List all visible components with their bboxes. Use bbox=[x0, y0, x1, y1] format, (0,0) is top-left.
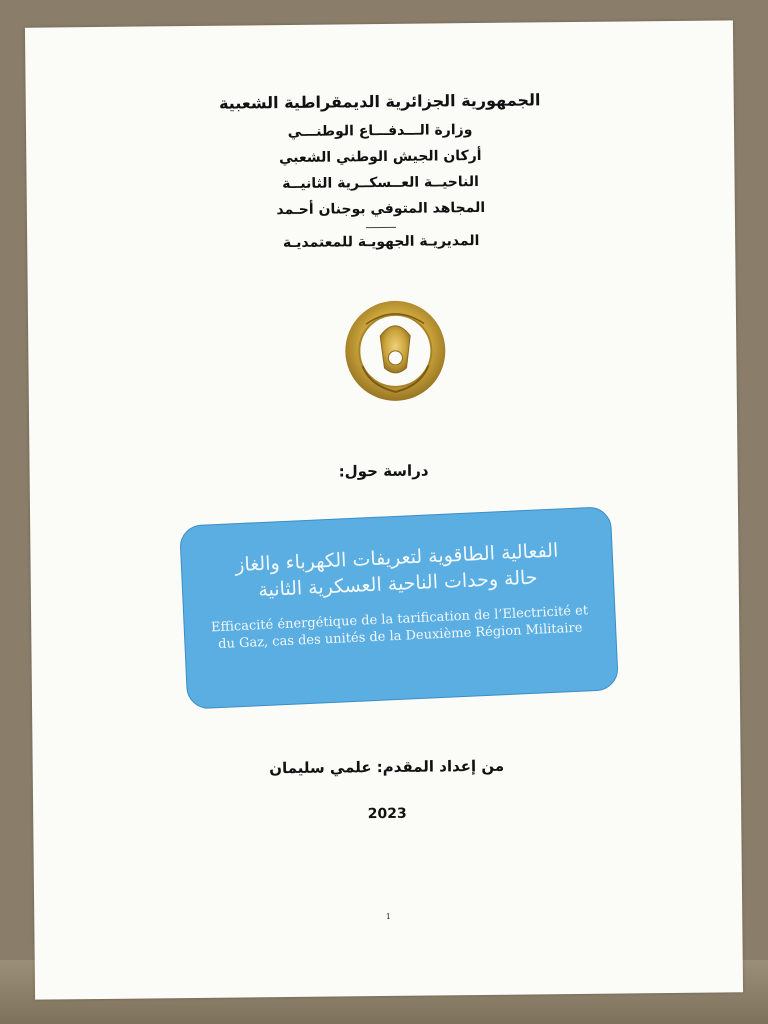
staff-line: أركان الجيش الوطني الشعبي bbox=[278, 147, 482, 167]
directorate-line: المديريـة الجهويـة للمعتمديـة bbox=[282, 232, 480, 252]
study-label: دراسة حول: bbox=[338, 461, 429, 481]
author-line: من إعداد المقدم: علمي سليمان bbox=[269, 756, 505, 778]
military-region-emblem-icon bbox=[340, 295, 451, 406]
document-page bbox=[25, 20, 743, 999]
arabic-title-line-2: حالة وحدات الناحية العسكرية الثانية bbox=[257, 566, 538, 602]
year: 2023 bbox=[367, 805, 407, 823]
republic-line: الجمهورية الجزائرية الديمقراطية الشعبية bbox=[218, 90, 541, 113]
ministry-line: وزارة الـــدفـــاع الوطنـــي bbox=[287, 122, 473, 140]
title-box bbox=[179, 506, 619, 709]
mujahid-line: المجاهد المتوفي بوجنان أحـمد bbox=[276, 199, 486, 219]
region-line: الناحيــة العــسكــرية الثانيــة bbox=[282, 173, 479, 193]
arabic-title bbox=[181, 535, 613, 606]
header-block bbox=[26, 88, 736, 263]
page-number: 1 bbox=[385, 911, 391, 922]
arabic-title-line-1: الفعالية الطاقوية لتعريفات الكهرباء والغاز bbox=[234, 539, 559, 577]
french-title: Efficacité énergétique de la tarification de l’Electricité et du Gaz, cas des unités de la Deuxième Région Militaire bbox=[210, 603, 589, 653]
header-separator bbox=[366, 227, 396, 228]
